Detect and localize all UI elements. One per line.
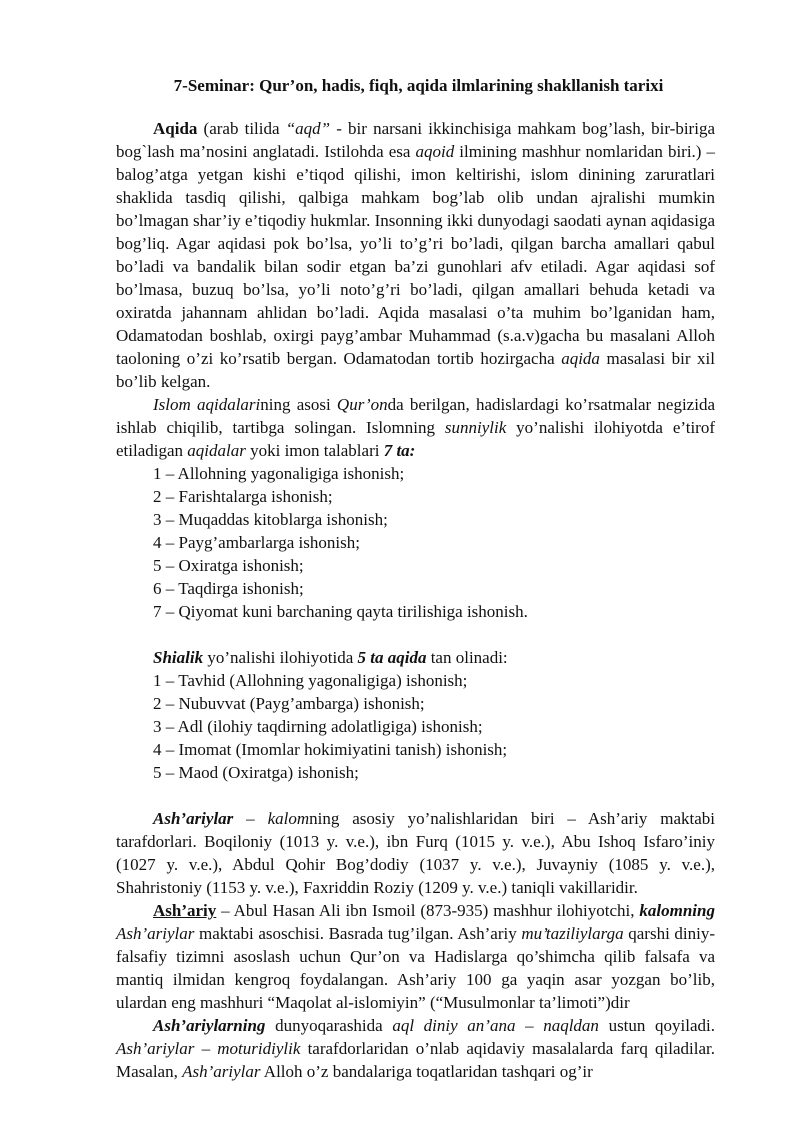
page-title: 7-Seminar: Qur’on, hadis, fiqh, aqida ilmlarining shakllanish tarixi: [173, 76, 664, 95]
paragraph-ashariylar: Ash’ariylar – kalomning asosiy yo’nalishlaridan biri – Ash’ariy maktabi tarafdorlari. Boqiloniy (1013 y. v.e.), ibn Furq (1015 y. v.e.), Abu Ishoq Isfaro’iniy (1027 y. v.e.), Abdul Qohir Bog’dodiy (1037 y. v.e.), Juvayniy (1085 y. v.e.), Shahristoniy (1153 y. v.e.), Faxriddin Roziy (1209 y. v.e.) taniqli vakillaridir.: [116, 809, 715, 897]
list-item: 3 – Muqaddas kitoblarga ishonish;: [153, 510, 388, 529]
list-item: 4 – Payg’ambarlarga ishonish;: [153, 533, 360, 552]
list-item: 2 – Farishtalarga ishonish;: [153, 487, 333, 506]
paragraph-shialik: Shialik yo’nalishi ilohiyotida 5 ta aqida tan olinadi:: [153, 648, 508, 667]
paragraph-ashariylarning: Ash’ariylarning dunyoqarashida aql diniy an’ana – naqldan ustun qoyiladi. Ash’ariylar – moturidiylik tarafdorlaridan o’nlab aqidaviy masalalarda farq qiladilar. Masalan, Ash’ariylar Alloh o’z bandalariga toqatlaridan tashqari og’ir: [116, 1016, 715, 1081]
list-item: 2 – Nubuvvat (Payg’ambarga) ishonish;: [153, 694, 425, 713]
list-item: 6 – Taqdirga ishonish;: [153, 579, 304, 598]
paragraph-ashariy: Ash’ariy – Abul Hasan Ali ibn Ismoil (873-935) mashhur ilohiyotchi, kalomning Ash’ariylar maktabi asoschisi. Basrada tug’ilgan. Ash’ariy mu’taziliylarga qarshi diniy-falsafiy tizimni asoslash uchun Qur’on va Hadislarga qo’shimcha qilib falsafa va mantiq ilmidan kengroq foydalangan. Ash’ariy 100 ga yaqin asar yozgan bo’lib, ulardan eng mashhuri “Maqolat al-islomiyin” (“Musulmonlar ta’limoti”)dir: [116, 901, 715, 1012]
list-item: 1 – Allohning yagonaligiga ishonish;: [153, 464, 405, 483]
list-item: 4 – Imomat (Imomlar hokimiyatini tanish) ishonish;: [153, 740, 508, 759]
sunni-aqida-list: [116, 462, 715, 623]
shia-aqida-list: [116, 669, 715, 784]
spacer: [116, 784, 715, 807]
list-item: 5 – Oxiratga ishonish;: [153, 556, 304, 575]
list-item: 3 – Adl (ilohiy taqdirning adolatligiga) ishonish;: [153, 717, 483, 736]
paragraph-islom-aqidalari: Islom aqidalarining asosi Qur’onda berilgan, hadislardagi ko’rsatmalar negizida ishlab chiqilib, tartibga solingan. Islomning sunniylik yo’nalishi ilohiyotda e’tirof etiladigan aqidalar yoki imon talablari 7 ta:: [116, 395, 715, 460]
list-item: 7 – Qiyomat kuni barchaning qayta tirilishiga ishonish.: [153, 602, 528, 621]
term-aqida: Aqida: [153, 119, 198, 138]
list-item: 1 – Tavhid (Allohning yagonaligiga) ishonish;: [153, 671, 468, 690]
paragraph-aqida-definition: Aqida (arab tilida “aqd” - bir narsani ikkinchisiga mahkam bog’lash, bir-biriga bog`lash ma’nosini anglatadi. Istilohda esa aqoid ilmining mashhur nomlaridan biri.) – balog’atga yetgan kishi e’tiqod qilishi, imon keltirishi, islom dinining zaruratlari shaklida tasdiq qilishi, qalbiga mahkam bog’lab olib undan ajralishi mumkin bo’lmagan shar’iy e’tiqodiy hukmlar. Insonning ikki dunyodagi saodati aynan aqidasiga bog’liq. Agar aqidasi pok bo’lsa, yo’li to’g’ri bo’ladi, qilgan barcha amallari qabul bo’ladi va bandalik bilan sodir etgan ba’zi gunohlari afv etiladi. Agar aqidasi sof bo’lmasa, buzuq bo’lsa, yo’li noto’g’ri bo’ladi, qilgan amallari behuda ketadi va oxiratda jahannam ahlidan bo’ladi. Aqida masalasi o’ta muhim bo’lganidan ham, Odamatodan boshlab, oxirgi payg’ambar Muhammad (s.a.v)gacha bu masalani Alloh taoloning o’zi ko’rsatib bergan. Odamatodan tortib hozirgacha aqida masalasi bir xil bo’lib kelgan.: [116, 119, 716, 391]
spacer: [116, 623, 715, 646]
list-item: 5 – Maod (Oxiratga) ishonish;: [153, 763, 359, 782]
